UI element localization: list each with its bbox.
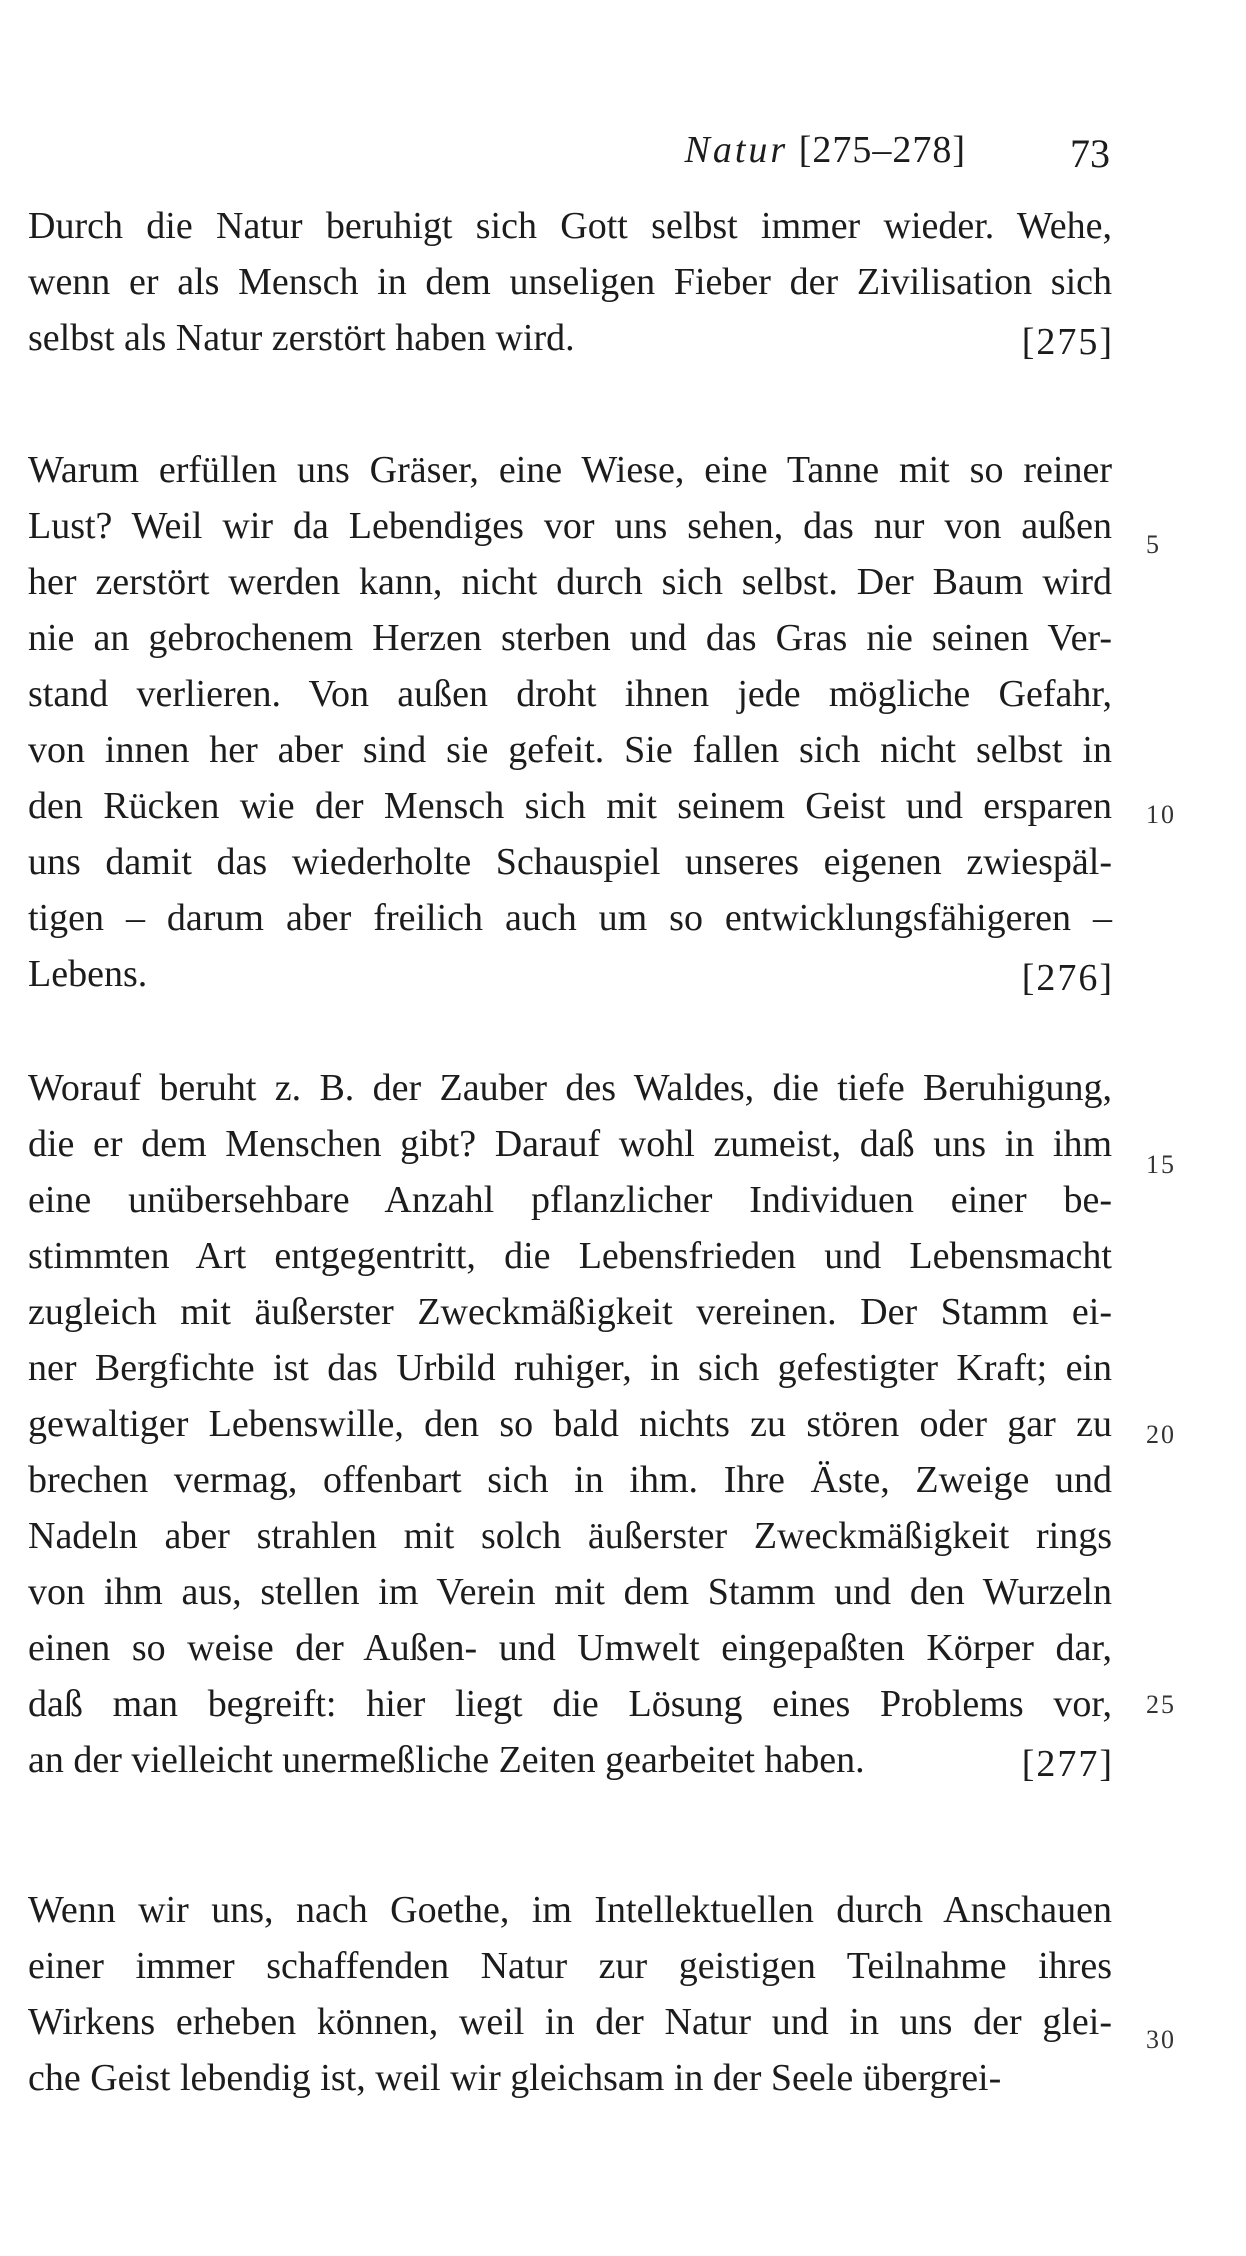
text-line: Lebens.	[28, 953, 148, 995]
line-number: 10	[1146, 800, 1176, 829]
text-line: stimmten Art entgegentritt, die Lebensfrieden und Lebensmacht	[28, 1235, 1112, 1277]
text-line: Lust? Weil wir da Lebendiges vor uns sehen, das nur von außen	[28, 505, 1112, 547]
text-line: zugleich mit äußerster Zweckmäßigkeit vereinen. Der Stamm ei-	[28, 1291, 1112, 1333]
section-title: Natur	[684, 129, 789, 171]
text-line: che Geist lebendig ist, weil wir gleichsam in der Seele übergrei-	[28, 2057, 1002, 2099]
text-line: wenn er als Mensch in dem unseligen Fieber der Zivilisation sich	[28, 261, 1112, 303]
paragraph-reference-number: [277]	[1021, 1743, 1114, 1785]
line-number: 30	[1146, 2025, 1176, 2054]
text-line: eine unübersehbare Anzahl pflanzlicher Individuen einer be-	[28, 1179, 1112, 1221]
text-line: nie an gebrochenem Herzen sterben und das Gras nie seinen Ver-	[28, 617, 1112, 659]
text-line: selbst als Natur zerstört haben wird.	[28, 317, 575, 359]
page-number: 73	[1070, 131, 1110, 176]
text-line: Wenn wir uns, nach Goethe, im Intellektuellen durch Anschauen	[28, 1889, 1112, 1931]
section-range: [275–278]	[798, 129, 966, 171]
text-line: den Rücken wie der Mensch sich mit seinem Geist und ersparen	[28, 785, 1112, 827]
text-line: uns damit das wiederholte Schauspiel unseres eigenen zwiespäl-	[28, 841, 1112, 883]
running-header	[0, 128, 1246, 188]
line-number: 15	[1146, 1150, 1176, 1179]
text-line: von innen her aber sind sie gefeit. Sie fallen sich nicht selbst in	[28, 729, 1112, 771]
line-number: 5	[1146, 530, 1161, 559]
text-line: an der vielleicht unermeßliche Zeiten gearbeitet haben.	[28, 1739, 865, 1781]
section-heading	[684, 128, 966, 172]
line-number: 20	[1146, 1420, 1176, 1449]
text-line: Durch die Natur beruhigt sich Gott selbst immer wieder. Wehe,	[28, 205, 1112, 247]
text-line: Nadeln aber strahlen mit solch äußerster Zweckmäßigkeit rings	[28, 1515, 1112, 1557]
text-line: einen so weise der Außen- und Umwelt eingepaßten Körper dar,	[28, 1627, 1112, 1669]
text-line: die er dem Menschen gibt? Darauf wohl zumeist, daß uns in ihm	[28, 1123, 1112, 1165]
line-number: 25	[1146, 1690, 1176, 1719]
text-line: Wirkens erheben können, weil in der Natur und in uns der glei-	[28, 2001, 1112, 2043]
text-line: daß man begreift: hier liegt die Lösung eines Problems vor,	[28, 1683, 1112, 1725]
text-line: Worauf beruht z. B. der Zauber des Waldes, die tiefe Beruhigung,	[28, 1067, 1112, 1109]
text-line: her zerstört werden kann, nicht durch sich selbst. Der Baum wird	[28, 561, 1112, 603]
text-line: von ihm aus, stellen im Verein mit dem Stamm und den Wurzeln	[28, 1571, 1112, 1613]
text-line: Warum erfüllen uns Gräser, eine Wiese, eine Tanne mit so reiner	[28, 449, 1112, 491]
text-line: einer immer schaffenden Natur zur geistigen Teilnahme ihres	[28, 1945, 1112, 1987]
text-line: stand verlieren. Von außen droht ihnen jede mögliche Gefahr,	[28, 673, 1112, 715]
paragraph-reference-number: [276]	[1021, 957, 1114, 999]
paragraph-reference-number: [275]	[1021, 321, 1114, 363]
text-line: ner Bergfichte ist das Urbild ruhiger, in sich gefestigter Kraft; ein	[28, 1347, 1112, 1389]
text-line: tigen – darum aber freilich auch um so entwicklungsfähigeren –	[28, 897, 1112, 939]
text-line: gewaltiger Lebenswille, den so bald nichts zu stören oder gar zu	[28, 1403, 1112, 1445]
text-line: brechen vermag, offenbart sich in ihm. Ihre Äste, Zweige und	[28, 1459, 1112, 1501]
